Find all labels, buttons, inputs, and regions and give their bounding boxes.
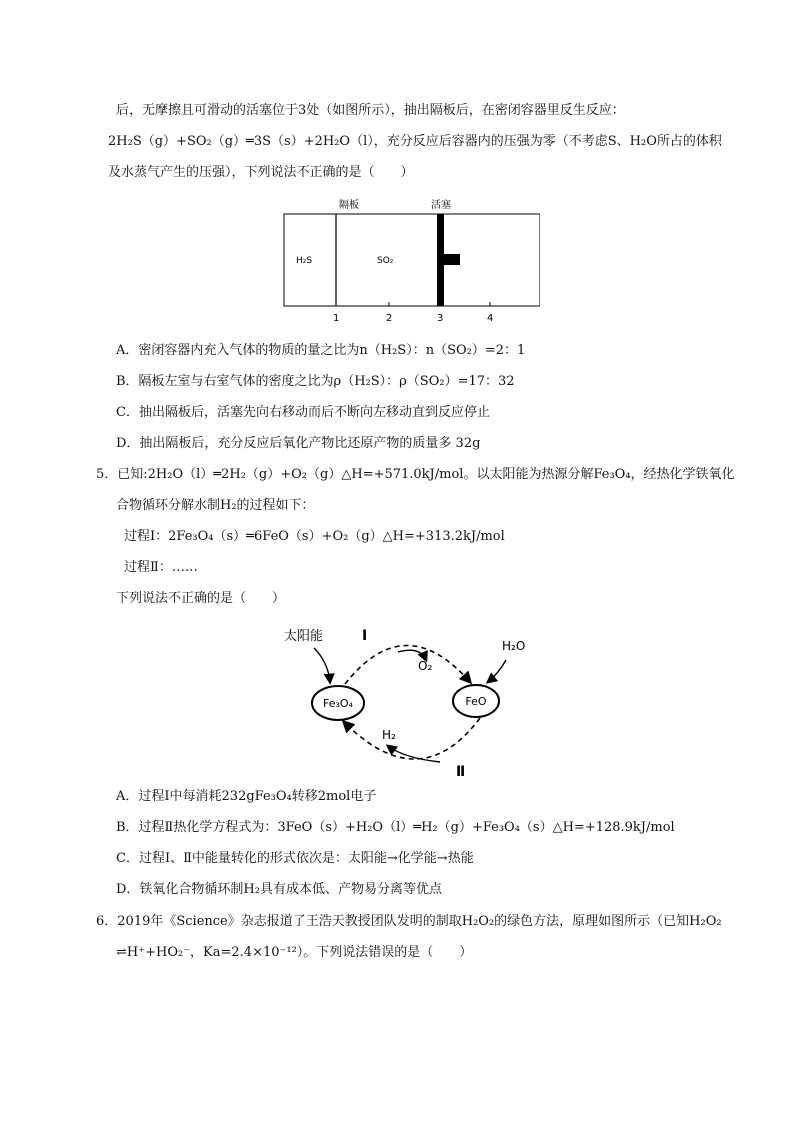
tick-label-3: 3 <box>437 313 444 324</box>
q5-option-c: C．过程Ⅰ、Ⅱ中能量转化的形式依次是：太阳能→化学能→热能 <box>116 851 474 866</box>
q5-process-2: 过程Ⅱ：…… <box>124 560 198 575</box>
q5-option-b: B．过程Ⅱ热化学方程式为：3FeO（s）+H₂O（l）═H₂（g）+Fe₃O₄（s）△H=+128.9kJ/mol <box>116 820 675 835</box>
q4-option-d: D．抽出隔板后，充分反应后氧化产物比还原产物的质量多 32g <box>116 436 481 451</box>
q5-stem-line-2: 合物循环分解水制H₂的过程如下： <box>116 498 315 513</box>
arrow-solar-in <box>314 648 330 682</box>
arrow-h2o-in <box>488 660 506 682</box>
arrow-step-1-arc <box>345 645 470 684</box>
container-box <box>284 214 540 306</box>
tick-label-4: 4 <box>487 313 494 324</box>
text-line-1: 后，无摩擦且可滑动的活塞位于3处（如图所示），抽出隔板后，在密闭容器里反生反应： <box>116 103 625 118</box>
label-h2o: H₂O <box>502 639 526 653</box>
label-partition: 隔板 <box>339 200 359 211</box>
text-line-2: 2H₂S（g）+SO₂（g）═3S（s）+2H₂O（l），充分反应后容器内的压强为零（不考虑S、H₂O所占的体积 <box>108 134 722 149</box>
q5-stem-line-1: 5．已知:2H₂O（l）═2H₂（g）+O₂（g）△H=+571.0kJ/mol。以太阳能为热源分解Fe₃O₄，经热化学铁氧化 <box>96 467 735 482</box>
q5-question: 下列说法不正确的是（ ） <box>116 591 286 606</box>
label-o2: O₂ <box>418 659 433 673</box>
gas-label-so2: SO₂ <box>377 256 394 266</box>
arrow-h2-out <box>388 746 440 762</box>
text-line-3: 及水蒸气产生的压强），下列说法不正确的是（ ） <box>108 165 414 180</box>
q4-option-b: B．隔板左室与右室气体的密度之比为ρ（H₂S）：ρ（SO₂）=17：32 <box>116 374 515 389</box>
iron-oxide-cycle-figure <box>270 618 550 787</box>
q5-option-a: A．过程Ⅰ中每消耗232gFe₃O₄转移2mol电子 <box>116 789 377 804</box>
q5-option-d: D．铁氧化合物循环制H₂具有成本低、产物易分离等优点 <box>116 882 442 897</box>
piston-container-figure <box>275 196 540 332</box>
label-h2: H₂ <box>382 728 396 742</box>
arrow-step-2-arc <box>344 718 480 759</box>
gas-label-h2s: H₂S <box>296 256 313 266</box>
piston-handle <box>444 254 460 265</box>
tick-label-2: 2 <box>386 313 393 324</box>
node-fe3o4-label: Fe₃O₄ <box>323 697 353 710</box>
label-piston: 活塞 <box>431 200 451 211</box>
label-step-2: Ⅱ <box>456 764 466 780</box>
label-step-1: Ⅰ <box>362 628 368 644</box>
q6-stem-line-1: 6．2019年《Science》杂志报道了王浩天教授团队发明的制取H₂O₂的绿色方法，原理如图所示（已知H₂O₂ <box>96 914 722 929</box>
q5-process-1: 过程Ⅰ：2Fe₃O₄（s）═6FeO（s）+O₂（g）△H=+313.2kJ/mol <box>124 529 505 544</box>
node-feo-label: FeO <box>465 695 487 708</box>
label-solar-energy: 太阳能 <box>284 629 324 644</box>
q4-option-a: A．密闭容器内充入气体的物质的量之比为n（H₂S）：n（SO₂）=2：1 <box>116 343 526 358</box>
tick-label-1: 1 <box>333 313 340 324</box>
q4-option-c: C．抽出隔板后，活塞先向右移动而后不断向左移动直到反应停止 <box>116 405 490 420</box>
q6-stem-line-2: ⇌H⁺+HO₂⁻，Ka=2.4×10⁻¹²）。下列说法错误的是（ ） <box>116 945 473 960</box>
piston <box>437 214 444 306</box>
